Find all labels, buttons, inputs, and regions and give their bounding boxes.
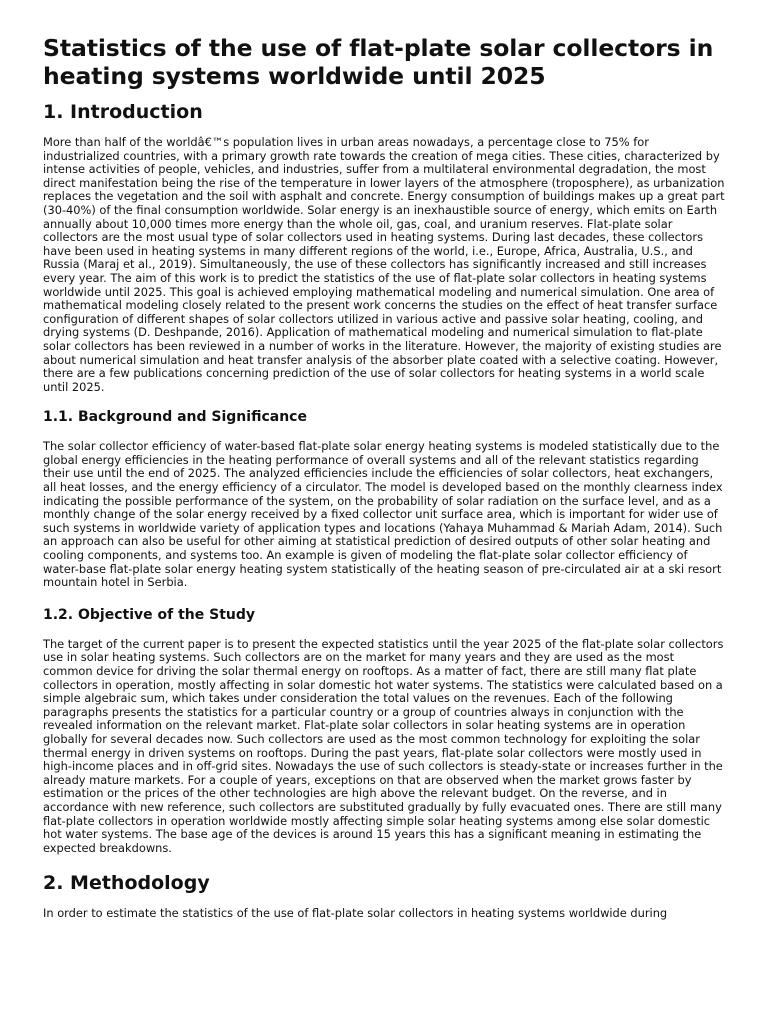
section-heading-introduction: 1. Introduction [43,101,203,123]
background-paragraph: The solar collector efficiency of water-based flat-plate solar energy heating systems is modeled statistically due to the global energy efficiencies in the heating performance of overall systems and all of the relevant statistics regarding their use until the end of 2025. The analyzed efficiencies include the efficiencies of solar collectors, heat exchangers, all heat losses, and the energy efficiency of a circulator. The model is developed based on the monthly clearness index indicating the possible performance of the system, on the probability of solar radiation on the surface level, and as a monthly change of the solar energy received by a fixed collector unit surface area, which is important for wider use of such systems in worldwide variety of application types and locations (Yahaya Muhammad & Mariah Adam, 2014). Such an approach can also be useful for other aiming at statistical prediction of desired outputs of other solar heating and cooling components, and systems too. An example is given of modeling the flat-plate solar collector efficiency of water-base flat-plate solar energy heating system statistically of the heating season of pre-circulated air at a ski resort mountain hotel in Serbia. [43,439,723,590]
section-heading-methodology: 2. Methodology [43,872,210,895]
section-heading-background: 1.1. Background and Significance [43,409,307,426]
document-title: Statistics of the use of flat-plate solar collectors in heating systems worldwide until 2025 [43,34,714,90]
section-heading-objective: 1.2. Objective of the Study [43,606,255,623]
methodology-paragraph: In order to estimate the statistics of the use of flat-plate solar collectors in heating systems worldwide during [43,906,668,921]
introduction-paragraph: More than half of the worldâ€™s population lives in urban areas nowadays, a percentage close to 75% for industrialized countries, with a primary growth rate towards the creation of mega cities. These cities, characterized by intense activities of people, vehicles, and industries, suffer from a multilateral environmental degradation, the most direct manifestation being the rise of the temperature in lower layers of the atmosphere (troposphere), as urbanization replaces the vegetation and the soil with asphalt and concrete. Energy consumption of buildings makes up a great part (30-40%) of the final consumption worldwide. Solar energy is an inexhaustible source of energy, which emits on Earth annually about 10,000 times more energy than the whole oil, gas, coal, and uranium reserves. Flat-plate solar collectors are the most usual type of solar collectors used in heating systems. During last decades, these collectors have been used in heating systems in many different regions of the world, i.e., Europe, Africa, Australia, U.S., and Russia (Maraj et al., 2019). Simultaneously, the use of these collectors has significantly increased and still increases every year. The aim of this work is to predict the statistics of the use of flat-plate solar collectors in heating systems worldwide until 2025. This goal is achieved employing mathematical modeling and numerical simulation. One area of mathematical modeling closely related to the present work concerns the studies on the effect of heat transfer surface configuration of different shapes of solar collectors utilized in various active and passive solar heating, cooling, and drying systems (D. Deshpande, 2016). Application of mathematical modeling and numerical simulation to flat-plate solar collectors has been reviewed in a number of works in the literature. However, the majority of existing studies are about numerical simulation and heat transfer analysis of the absorber plate coated with a selective coating. However, there are a few publications concerning prediction of the use of solar collectors for heating systems in a world scale until 2025. [43,135,725,394]
objective-paragraph: The target of the current paper is to present the expected statistics until the year 2025 of the flat-plate solar collectors use in solar heating systems. Such collectors are on the market for many years and they are used as the most common device for driving the solar thermal energy on rooftops. As a matter of fact, there are still many flat plate collectors in operation, mostly affecting in solar domestic hot water systems. The statistics were calculated based on a simple algebraic sum, which takes under consideration the total values on the revenues. Each of the following paragraphs presents the statistics for a particular country or a group of countries always in conjunction with the revealed information on the relevant market. Flat-plate solar collectors in solar heating systems are in operation globally for several decades now. Such collectors are used as the most common technology for exploiting the solar thermal energy in driven systems on rooftops. During the past years, flat-plate solar collectors were mostly used in high-income places and in off-grid sites. Nowadays the use of such collectors is steady-state or increases further in the already mature markets. For a couple of years, exceptions on that are observed when the market grows faster by estimation or the prices of the other technologies are high above the relevant budget. On the reverse, and in accordance with new reference, such collectors are substituted gradually by fully evacuated ones. There are still many flat-plate collectors in operation worldwide mostly affecting simple solar heating systems among else solar domestic hot water systems. The base age of the devices is around 15 years this has a significant meaning in estimating the expected breakdowns. [43,636,724,855]
